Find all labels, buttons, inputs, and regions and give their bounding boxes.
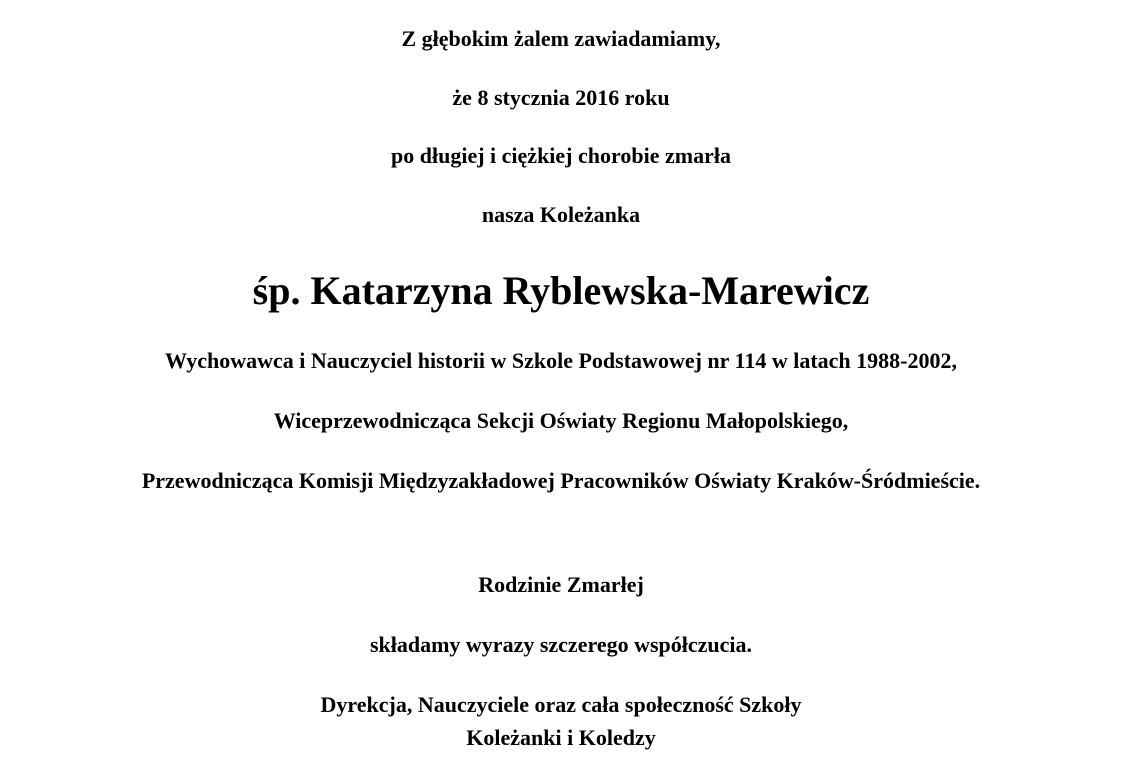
condolence-text: składamy wyrazy szczerego współczucia.: [369, 632, 753, 657]
date-line: że 8 stycznia 2016 roku: [452, 85, 670, 110]
role-line: Wychowawca i Nauczyciel historii w Szkole Podstawowej nr 114 w latach 1988-2002,: [165, 348, 957, 373]
role-line: Wiceprzewodnicząca Sekcji Oświaty Regionu Małopolskiego,: [273, 408, 849, 433]
cause-line: po długiej i ciężkiej chorobie zmarła: [391, 143, 731, 168]
role-line: Przewodnicząca Komisji Międzyzakładowej Pracowników Oświaty Kraków-Śródmieście.: [141, 468, 981, 493]
signature-line: Dyrekcja, Nauczyciele oraz cała społeczność Szkoły: [320, 692, 802, 717]
deceased-name: śp. Katarzyna Ryblewska-Marewicz: [252, 268, 870, 313]
signature-line: Koleżanki i Koledzy: [466, 725, 656, 750]
relation-line: nasza Koleżanka: [481, 202, 641, 227]
condolence-recipient: Rodzinie Zmarłej: [478, 572, 644, 597]
intro-line: Z głębokim żalem zawiadamiamy,: [401, 26, 721, 51]
